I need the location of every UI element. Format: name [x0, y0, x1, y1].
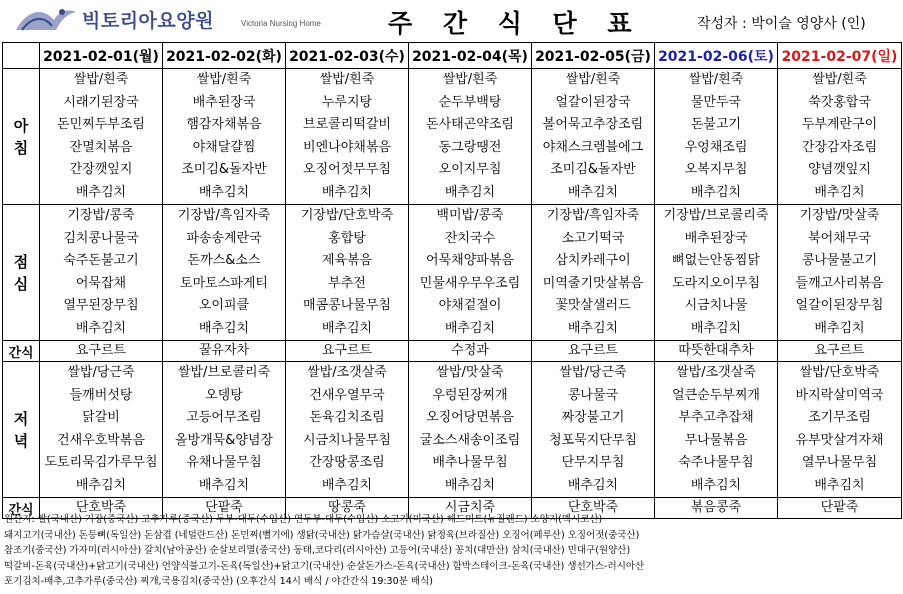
- breakfast-item: 배추김치: [567, 184, 619, 200]
- breakfast-item: 양념깻잎지: [808, 162, 871, 177]
- origin-line: 포기김치-배추,고추가루(중국산) 찌개,국용김치(중국산) (오후간식 14시 배식 / 야간간식 19:30분 배식): [4, 576, 433, 588]
- breakfast-item: 순두부백탕: [438, 94, 502, 110]
- lunch-cell: [655, 205, 778, 341]
- dinner-item: 배추김치: [444, 477, 496, 493]
- breakfast-cell: [655, 69, 778, 205]
- lunch-item: 야채겉절이: [438, 298, 502, 313]
- breakfast-item: 돈민찌두부조림: [57, 117, 145, 132]
- snack2-item: 시금치죽: [444, 500, 496, 515]
- breakfast-item: 야채달걀찜: [192, 139, 256, 155]
- breakfast-cell: [532, 69, 655, 205]
- origin-notes: [4, 512, 899, 590]
- snack1-cell: [655, 341, 778, 362]
- snack1-cell: [409, 341, 532, 362]
- dinner-cell: [409, 362, 532, 498]
- breakfast-item: 배추김치: [321, 184, 373, 200]
- breakfast-cell: [163, 69, 286, 205]
- lunch-cell: [286, 205, 409, 341]
- breakfast-item: 쌀밥/흰죽: [319, 72, 375, 87]
- page-title: 주 간 식 단 표: [388, 9, 643, 38]
- snack1-item: 요구르트: [814, 343, 865, 358]
- snack1-item: 꿀유자차: [198, 343, 250, 358]
- breakfast-item: 우엉채조림: [684, 139, 748, 155]
- dinner-item: 바지락살미역국: [795, 387, 884, 403]
- breakfast-item: 누루지탕: [321, 94, 373, 110]
- lunch-label-char: 심: [13, 274, 29, 293]
- dinner-item: 돈육김치조림: [309, 410, 385, 425]
- snack1-cell: [40, 341, 163, 362]
- dinner-item: 단무지무침: [561, 455, 625, 470]
- snack1-item: 요구르트: [567, 343, 619, 358]
- breakfast-item: 오징어젓무무침: [303, 162, 391, 177]
- snack2-item: 단팥죽: [205, 500, 243, 515]
- date-header-row: [3, 43, 902, 69]
- breakfast-item: 조미김&돌자반: [181, 162, 267, 177]
- breakfast-item: 배추김치: [690, 184, 742, 200]
- lunch-item: 기장밥/콩죽: [67, 208, 135, 223]
- header: [0, 0, 903, 42]
- dinner-cell: [778, 362, 902, 498]
- dinner-item: 올방개묵&양념장: [174, 432, 274, 448]
- corner-cell: [3, 43, 40, 69]
- day-header-mon: 2021-02-01(월): [40, 43, 163, 69]
- day-header-sat: 2021-02-06(토): [655, 43, 778, 69]
- dinner-label-char: 녁: [13, 431, 29, 450]
- lunch-item: 토마토스파게티: [180, 275, 268, 291]
- snack2-item: 단호박죽: [75, 500, 127, 515]
- origin-line: 원산지: 쌀(국내산) 기장(중국산) 고추가루(중국산) 두부-대두(수입산) 연두부-대두(수입산) 소고기(미국산) 헤드미트(뉴질랜드) 소양지(멕시코산): [4, 514, 603, 525]
- snack1-cell: [286, 341, 409, 362]
- dinner-item: 쌀밥/맛살죽: [436, 365, 504, 380]
- breakfast-cell: [286, 69, 409, 205]
- breakfast-item: 두부계란구이: [801, 117, 878, 132]
- dinner-item: 배추김치: [567, 477, 619, 493]
- dinner-item: 굴소스새송이조림: [419, 432, 521, 448]
- lunch-item: 뼈없는안동찜닭: [672, 253, 760, 268]
- dinner-item: 배추김치: [321, 477, 373, 493]
- breakfast-row: [3, 69, 902, 205]
- brand-subtitle: Victoria Nursing Home: [241, 19, 321, 28]
- dinner-item: 고등어무조림: [186, 410, 262, 425]
- dinner-item: 건새우열무국: [309, 387, 385, 403]
- breakfast-item: 간장감자조림: [801, 139, 878, 155]
- lunch-item: 기장밥/브로콜리죽: [663, 208, 769, 223]
- breakfast-item: 볼어묵고추장조림: [542, 117, 644, 132]
- breakfast-item: 물만두국: [690, 94, 742, 110]
- dinner-cell: [286, 362, 409, 498]
- lunch-row: [3, 205, 902, 341]
- lunch-item: 숙주돈불고기: [63, 253, 139, 268]
- lunch-cell: [409, 205, 532, 341]
- lunch-item: 배추김치: [814, 320, 865, 336]
- breakfast-item: 쌀밥/흰죽: [73, 72, 129, 87]
- breakfast-label-char: 침: [13, 138, 29, 157]
- snack1-cell: [532, 341, 655, 362]
- dinner-item: 콩나물국: [567, 387, 619, 403]
- lunch-cell: [778, 205, 902, 341]
- dinner-item: 배추김치: [198, 477, 250, 493]
- breakfast-item: 얼갈이된장국: [555, 94, 631, 110]
- breakfast-item: 쌀밥/흰죽: [812, 72, 867, 87]
- dinner-row: [3, 362, 902, 498]
- day-header-wed: 2021-02-03(수): [286, 43, 409, 69]
- breakfast-item: 돈사태곤약조림: [426, 117, 514, 132]
- weekly-menu-table: [2, 42, 902, 519]
- dinner-item: 부추고추잡채: [678, 410, 754, 425]
- dinner-item: 얼큰순두부찌개: [672, 387, 760, 403]
- lunch-item: 소고기떡국: [561, 230, 625, 246]
- day-header-sun: 2021-02-07(일): [778, 43, 902, 69]
- dinner-label-char: 저: [13, 409, 29, 428]
- breakfast-cell: [40, 69, 163, 205]
- snack1-row: [3, 341, 902, 362]
- dinner-item: 오뎅탕: [205, 387, 243, 403]
- lunch-item: 민물새우무우조림: [419, 275, 521, 291]
- lunch-item: 배추김치: [75, 320, 127, 336]
- breakfast-item: 브로콜리떡갈비: [303, 117, 391, 132]
- lunch-cell: [40, 205, 163, 341]
- breakfast-label: [3, 69, 40, 205]
- lunch-item: 미역줄기맛살볶음: [542, 275, 644, 291]
- lunch-item: 꽃맛살샐러드: [555, 298, 631, 313]
- dinner-item: 유부맛살겨자채: [795, 432, 884, 448]
- lunch-item: 잔치국수: [444, 230, 496, 246]
- lunch-item: 매콤콩나물무침: [303, 298, 391, 313]
- breakfast-cell: [409, 69, 532, 205]
- lunch-item: 파송송계란국: [186, 230, 262, 246]
- lunch-item: 오이피클: [198, 298, 250, 313]
- lunch-item: 들깨고사리볶음: [795, 275, 884, 291]
- lunch-label-char: 점: [13, 252, 29, 271]
- origin-line: 돼지고기(국내산) 돈등뼈(독일산) 돈삼겹 (네덜란드산) 돈민찌(뻘기에) 생닭(국내산) 닭가슴살(국내산) 닭정육(브라질산) 오징어(페루산) 오징어젓(중국산): [4, 529, 640, 541]
- lunch-item: 삼치카레구이: [555, 253, 631, 268]
- breakfast-item: 야채스크렘블에그: [542, 139, 644, 155]
- snack1-item: 수정과: [451, 343, 489, 358]
- breakfast-item: 시래기된장국: [63, 94, 139, 110]
- dinner-label: [3, 362, 40, 498]
- logo-icon: [14, 4, 78, 34]
- snack2-item: 볶음콩죽: [690, 500, 742, 515]
- dinner-item: 쌀밥/당근죽: [559, 365, 627, 380]
- dinner-item: 배추나물무침: [432, 455, 508, 470]
- breakfast-item: 배추된장국: [192, 94, 256, 110]
- dinner-cell: [40, 362, 163, 498]
- dinner-item: 건새우호박볶음: [57, 432, 145, 448]
- lunch-item: 어묵잡채: [75, 275, 127, 291]
- dinner-cell: [655, 362, 778, 498]
- breakfast-item: 쌀밥/흰죽: [196, 72, 252, 87]
- snack2-item: 단호박죽: [567, 500, 619, 515]
- dinner-item: 간장땅콩조림: [309, 455, 385, 470]
- breakfast-item: 돈불고기: [690, 117, 742, 132]
- lunch-item: 기장밥/단호박죽: [300, 208, 394, 223]
- breakfast-item: 쌀밥/흰죽: [565, 72, 621, 87]
- breakfast-item: 배추김치: [75, 184, 127, 200]
- breakfast-item: 배추김치: [444, 184, 496, 200]
- dinner-item: 열무나물무침: [801, 455, 878, 470]
- dinner-item: 오징어당면볶음: [426, 410, 514, 425]
- lunch-item: 돈까스&소스: [187, 253, 261, 268]
- breakfast-cell: [778, 69, 902, 205]
- origin-line: 참조기(중국산) 가자미(러시아산) 갈치(남아공산) 순살보리멸(중국산) 동태,코다리(러시아산) 고등어(국내산) 꽁치(대만산) 삼치(국내산) 민대구(원양산): [4, 545, 631, 557]
- lunch-item: 얼갈이된장무침: [795, 298, 884, 313]
- snack2-item: 단팥죽: [820, 500, 859, 515]
- dinner-item: 배추김치: [814, 477, 865, 493]
- day-header-fri: 2021-02-05(금): [532, 43, 655, 69]
- dinner-item: 청포묵지단무침: [549, 432, 637, 448]
- lunch-item: 배추김치: [567, 320, 619, 336]
- dinner-item: 조기무조림: [808, 410, 871, 425]
- day-header-tue: 2021-02-02(화): [163, 43, 286, 69]
- dinner-item: 쌀밥/단호박죽: [799, 365, 880, 380]
- breakfast-item: 쌀밥/흰죽: [688, 72, 744, 87]
- snack1-cell: [163, 341, 286, 362]
- lunch-item: 배추김치: [321, 320, 373, 336]
- lunch-item: 배추김치: [444, 320, 496, 336]
- breakfast-item: 햄감자채볶음: [186, 117, 262, 132]
- snack1-item: 요구르트: [75, 343, 127, 358]
- breakfast-item: 쌀밥/흰죽: [442, 72, 498, 87]
- dinner-item: 숙주나물무침: [678, 455, 754, 470]
- lunch-item: 김치콩나물국: [63, 230, 139, 246]
- dinner-item: 배추김치: [690, 477, 742, 493]
- snack1-item: 따뜻한대추차: [678, 343, 754, 358]
- lunch-item: 어묵채양파볶음: [426, 253, 514, 268]
- dinner-cell: [532, 362, 655, 498]
- breakfast-label-char: 아: [13, 116, 29, 135]
- lunch-item: 열무된장무침: [63, 298, 139, 313]
- lunch-item: 제육볶음: [321, 253, 373, 268]
- lunch-item: 콩나물불고기: [801, 253, 878, 268]
- snack2-label: 간식: [3, 498, 40, 519]
- dinner-cell: [163, 362, 286, 498]
- breakfast-item: 간장깻잎지: [69, 162, 133, 177]
- lunch-item: 기장밥/흑임자죽: [546, 208, 640, 223]
- breakfast-item: 배추김치: [198, 184, 250, 200]
- breakfast-item: 쑥갓홍합국: [808, 94, 871, 110]
- dinner-item: 도토리묵김가루무침: [44, 455, 158, 470]
- lunch-cell: [532, 205, 655, 341]
- lunch-item: 홍합탕: [328, 230, 366, 246]
- breakfast-item: 비엔나야채볶음: [303, 139, 391, 155]
- lunch-item: 백미밥/콩죽: [436, 208, 504, 223]
- breakfast-item: 조미김&돌자반: [550, 162, 636, 177]
- dinner-item: 우렁된장찌개: [432, 387, 508, 403]
- lunch-item: 북어채무국: [808, 230, 871, 246]
- day-header-thu: 2021-02-04(목): [409, 43, 532, 69]
- lunch-label: [3, 205, 40, 341]
- lunch-item: 기장밥/맛살죽: [799, 208, 880, 223]
- dinner-item: 쌀밥/브로콜리죽: [177, 365, 271, 380]
- breakfast-item: 배추김치: [814, 184, 865, 200]
- snack2-item: 땅콩죽: [328, 500, 366, 515]
- dinner-item: 짜장불고기: [561, 410, 625, 425]
- breakfast-item: 오이지무침: [438, 162, 502, 177]
- lunch-item: 시금치나물: [684, 298, 748, 313]
- lunch-cell: [163, 205, 286, 341]
- dinner-item: 쌀밥/조갯살죽: [676, 365, 756, 380]
- dinner-item: 쌀밥/조갯살죽: [307, 365, 387, 380]
- snack1-item: 요구르트: [321, 343, 373, 358]
- lunch-item: 배추김치: [198, 320, 250, 336]
- brand-name: 빅토리아요양원: [82, 10, 214, 32]
- breakfast-item: 오복지무침: [684, 162, 748, 177]
- dinner-item: 들깨버섯탕: [69, 387, 133, 403]
- dinner-item: 쌀밥/당근죽: [67, 365, 135, 380]
- lunch-item: 부추전: [328, 275, 366, 291]
- snack1-cell: [778, 341, 902, 362]
- author-line: 작성자 : 박이슬 영양사 (인): [697, 16, 866, 32]
- lunch-item: 배추된장국: [684, 230, 748, 246]
- breakfast-item: 잔멸치볶음: [69, 139, 133, 155]
- origin-line: 떡갈비-돈육(국내산)+닭고기(국내산) 언양식불고기-돈육(독일산)+닭고기(국내산) 순살돈가스-돈육(국내산) 함박스테이크-돈육(국내산) 생선가스-러시아산: [4, 560, 645, 572]
- dinner-item: 닭갈비: [82, 410, 120, 425]
- dinner-item: 시금치나물무침: [303, 432, 391, 448]
- dinner-item: 유채나물무침: [186, 455, 262, 470]
- breakfast-item: 동그랑땡전: [438, 139, 502, 155]
- lunch-item: 배추김치: [690, 320, 742, 336]
- lunch-item: 기장밥/흑임자죽: [177, 208, 271, 223]
- snack1-label: 간식: [3, 341, 40, 362]
- dinner-item: 무나물볶음: [684, 432, 748, 448]
- dinner-item: 배추김치: [75, 477, 127, 493]
- lunch-item: 도라지오이무침: [672, 275, 760, 291]
